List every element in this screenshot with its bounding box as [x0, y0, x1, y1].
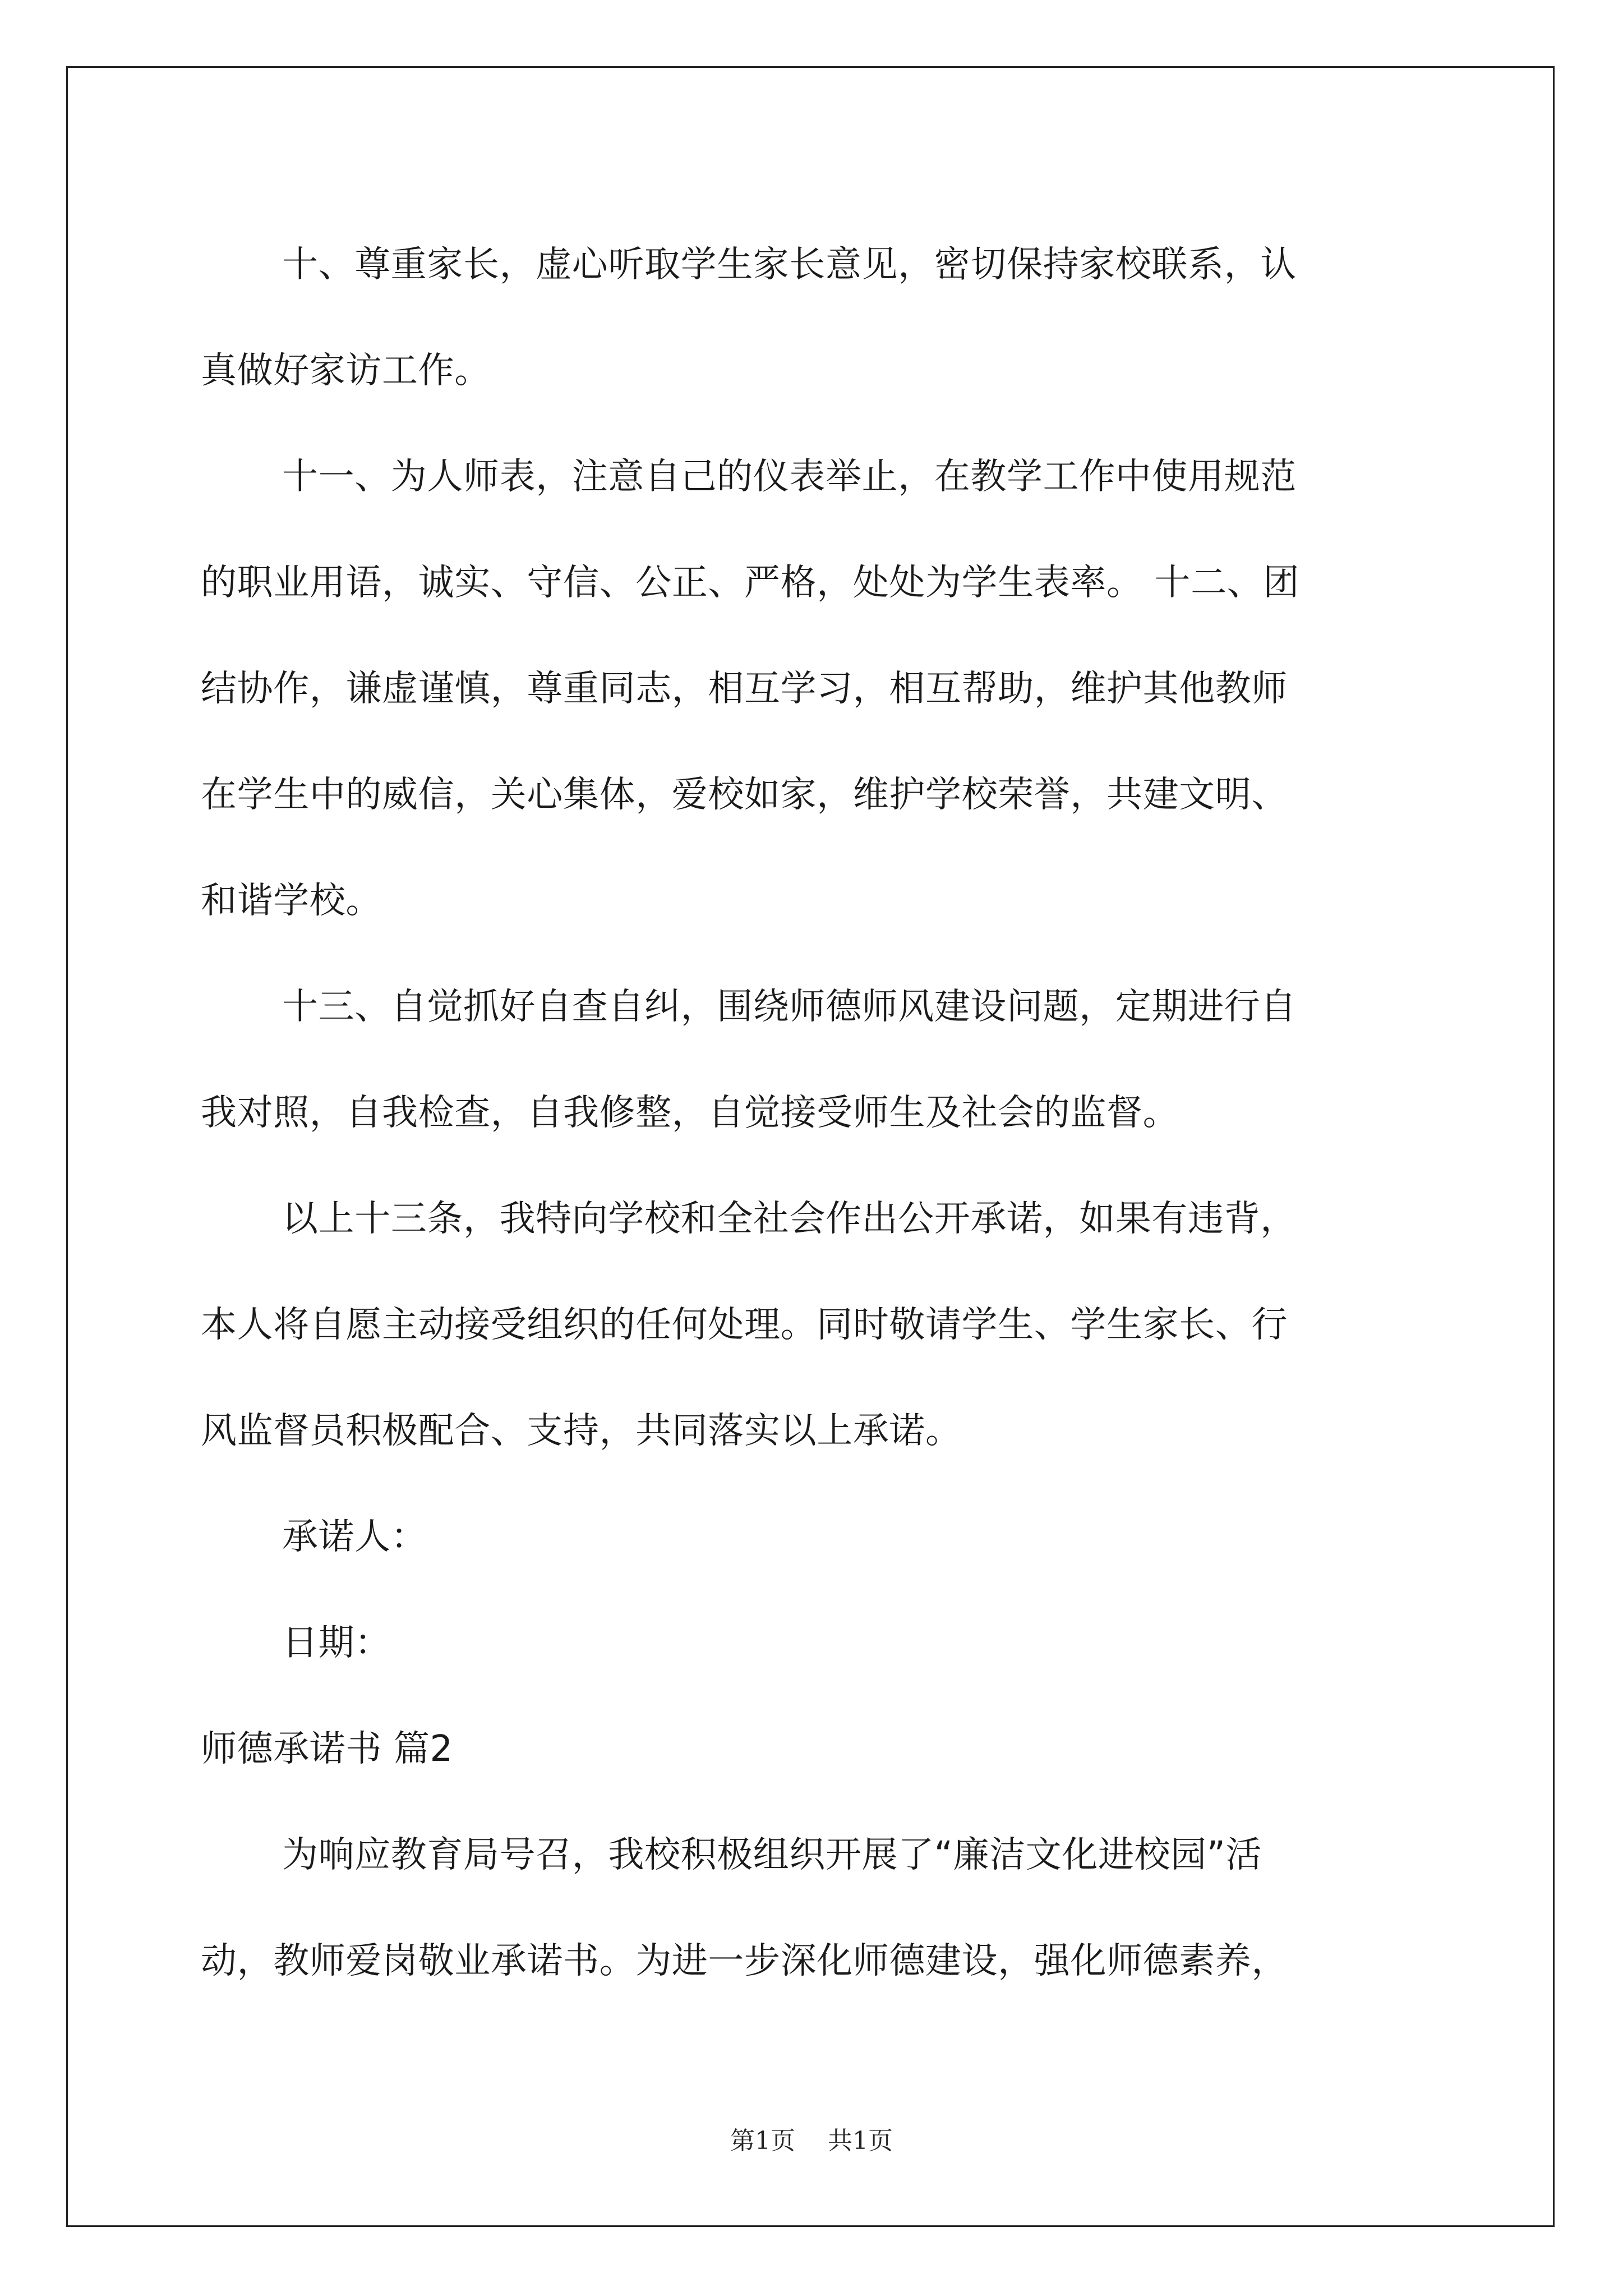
page-total: 共1页	[828, 2127, 893, 2155]
page-footer	[0, 2120, 1623, 2156]
text-line: 真做好家访工作。	[201, 350, 491, 392]
document-body	[201, 212, 1435, 2014]
signature-label: 承诺人：	[282, 1516, 427, 1558]
text-line: 十、尊重家长，虚心听取学生家长意见，密切保持家校联系，认	[282, 244, 1297, 286]
date-label: 日期：	[282, 1622, 391, 1664]
text-line: 我对照，自我检查，自我修整，自觉接受师生及社会的监督。	[201, 1092, 1179, 1134]
text-line: 十一、为人师表，注意自己的仪表举止，在教学工作中使用规范	[282, 456, 1297, 498]
text-line: 结协作，谦虚谨慎，尊重同志，相互学习，相互帮助，维护其他教师	[201, 668, 1288, 710]
section-heading: 师德承诺书 篇2	[201, 1728, 453, 1770]
text-line: 的职业用语，诚实、守信、公正、严格，处处为学生表率。 十二、团	[201, 562, 1299, 604]
text-line: 为响应教育局号召，我校积极组织开展了“廉洁文化进校园”活	[282, 1834, 1262, 1876]
text-line: 以上十三条，我特向学校和全社会作出公开承诺，如果有违背，	[282, 1198, 1297, 1240]
text-line: 十三、自觉抓好自查自纠，围绕师德师风建设问题，定期进行自	[282, 986, 1297, 1028]
text-line: 在学生中的威信，关心集体，爱校如家，维护学校荣誉，共建文明、	[201, 774, 1288, 816]
text-line: 和谐学校。	[201, 880, 382, 922]
text-line: 本人将自愿主动接受组织的任何处理。同时敬请学生、学生家长、行	[201, 1304, 1288, 1346]
page-number: 第1页	[730, 2127, 795, 2155]
text-line: 动，教师爱岗敬业承诺书。为进一步深化师德建设，强化师德素养，	[201, 1940, 1288, 1982]
text-line: 风监督员积极配合、支持，共同落实以上承诺。	[201, 1410, 962, 1452]
